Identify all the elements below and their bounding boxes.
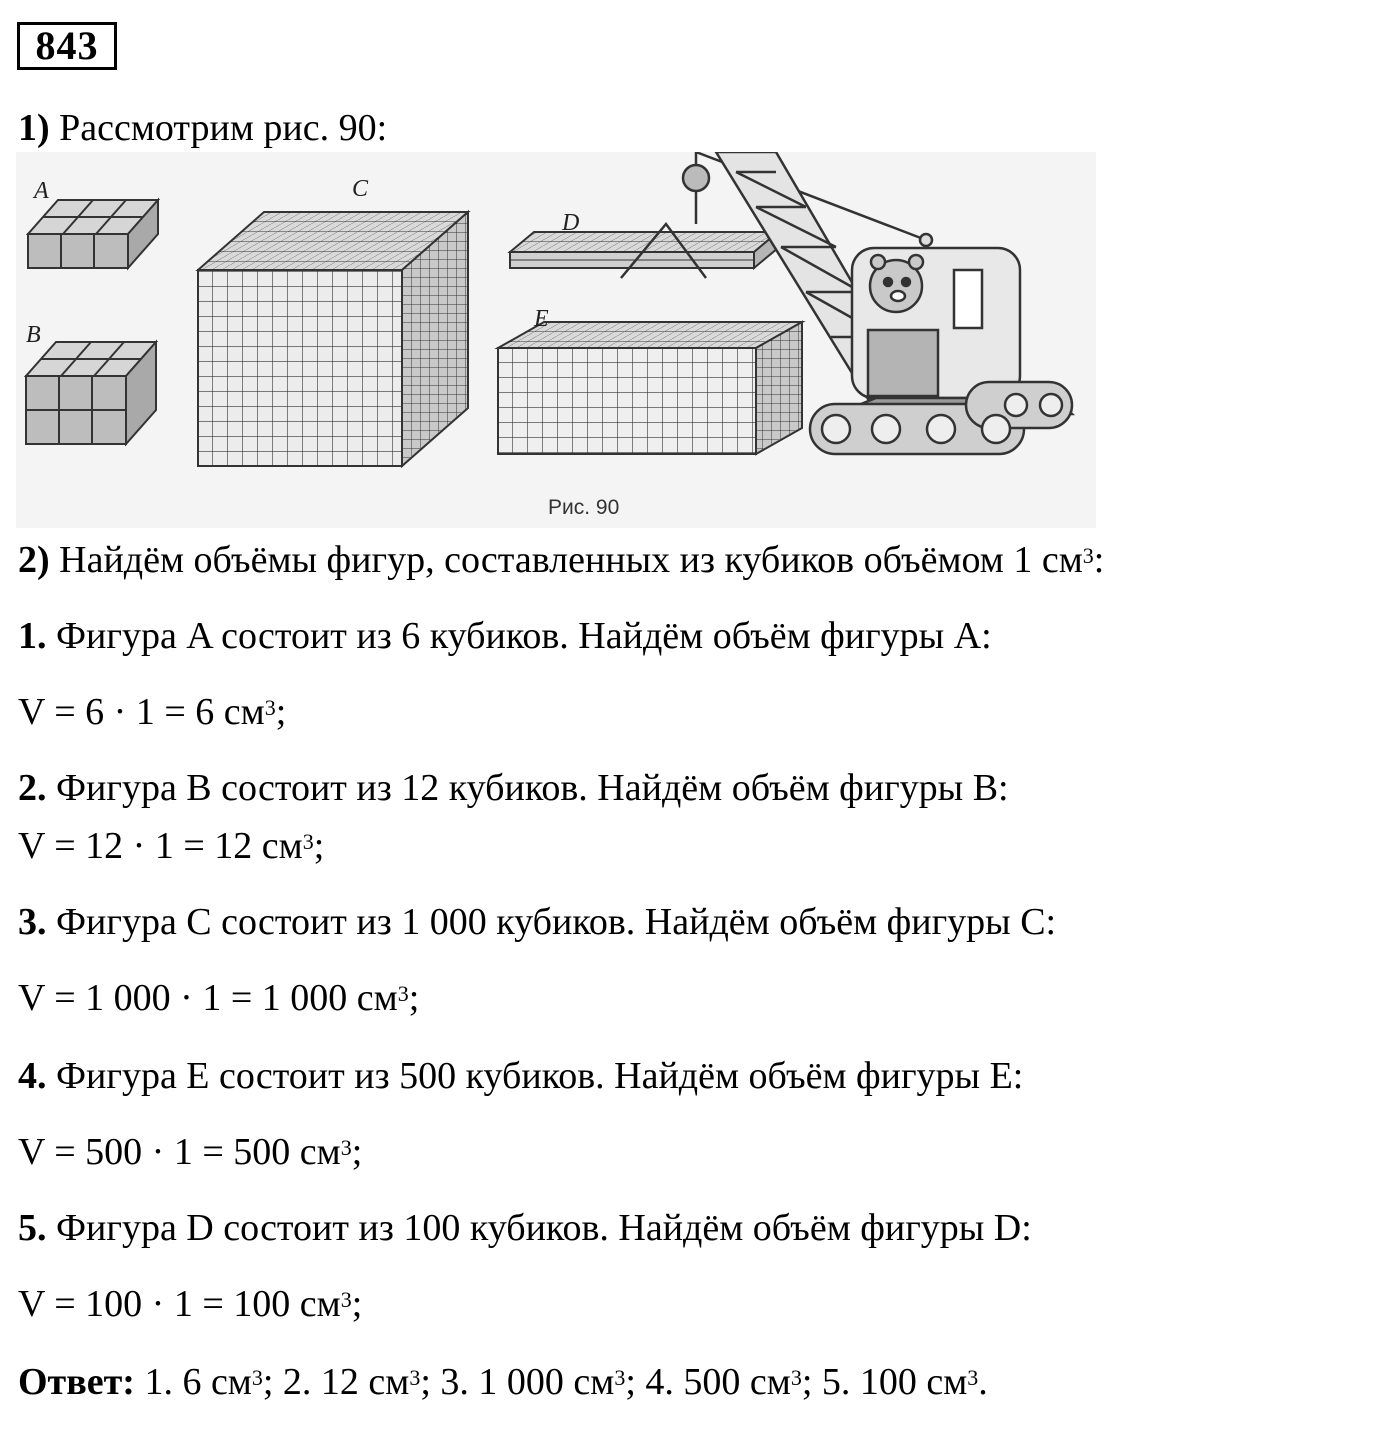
item-1-tail: ; <box>275 691 287 733</box>
item-4-number: 4. <box>18 1055 47 1097</box>
step-2-line <box>18 538 1104 582</box>
item-2-line <box>18 766 1009 810</box>
answer-part-3: 3. 1 000 см <box>430 1361 615 1403</box>
item-1-formula-text: V = 6 · 1 = 6 см <box>18 691 265 733</box>
answer-part-1-tail: ; <box>262 1361 274 1403</box>
item-1-sup: 3 <box>264 695 276 720</box>
item-4-formula <box>18 1130 362 1174</box>
item-4-line <box>18 1054 1023 1098</box>
item-3-formula-text: V = 1 000 · 1 = 1 000 см <box>18 977 398 1019</box>
answer-part-4-tail: ; <box>801 1361 813 1403</box>
item-1-line <box>18 614 992 658</box>
item-5-text: Фигура D состоит из 100 кубиков. Найдём объём фигуры D: <box>46 1207 1032 1249</box>
item-1-text: Фигура A состоит из 6 кубиков. Найдём объём фигуры A: <box>46 615 992 657</box>
answer-part-4-sup: 3 <box>790 1365 802 1390</box>
item-5-formula <box>18 1282 362 1326</box>
step-2-tail: : <box>1093 539 1105 581</box>
figure-d <box>510 210 778 268</box>
item-4-tail: ; <box>351 1131 363 1173</box>
answer-part-2-tail: ; <box>420 1361 431 1403</box>
item-5-number: 5. <box>18 1207 47 1249</box>
figure-90 <box>16 152 1096 528</box>
answer-part-5: 5. 100 см <box>812 1361 968 1403</box>
item-2-text: Фигура B состоит из 12 кубиков. Найдём объём фигуры B: <box>46 767 1009 809</box>
item-5-sup: 3 <box>340 1287 352 1312</box>
item-1-number: 1. <box>18 615 47 657</box>
figure-b <box>26 322 156 444</box>
item-5-tail: ; <box>351 1283 363 1325</box>
item-2-sup: 3 <box>302 829 314 854</box>
step-1-line <box>18 106 387 150</box>
answer-part-1: 1. 6 см <box>134 1361 252 1403</box>
answer-line <box>18 1360 988 1404</box>
item-4-formula-text: V = 500 · 1 = 500 см <box>18 1131 341 1173</box>
answer-part-5-sup: 3 <box>967 1365 979 1390</box>
item-4-sup: 3 <box>340 1135 352 1160</box>
step-1-text: Рассмотрим рис. 90: <box>49 107 388 149</box>
item-5-line <box>18 1206 1032 1250</box>
answer-part-4: 4. 500 см <box>635 1361 791 1403</box>
item-4-text: Фигура E состоит из 500 кубиков. Найдём объём фигуры E: <box>46 1055 1024 1097</box>
answer-part-3-sup: 3 <box>614 1365 626 1390</box>
figure-c <box>198 176 468 466</box>
item-2-formula-text: V = 12 · 1 = 12 см <box>18 825 303 867</box>
answer-part-3-tail: ; <box>625 1361 636 1403</box>
item-2-number: 2. <box>18 767 47 809</box>
item-5-formula-text: V = 100 · 1 = 100 см <box>18 1283 341 1325</box>
item-3-formula <box>18 976 419 1020</box>
figure-caption: Рис. 90 <box>548 496 620 519</box>
item-3-sup: 3 <box>397 981 409 1006</box>
step-2-sup: 3 <box>1082 543 1094 568</box>
item-3-line <box>18 900 1056 944</box>
step-2-number: 2) <box>18 539 50 581</box>
step-1-number: 1) <box>18 107 50 149</box>
figure-label-e: E <box>534 306 549 332</box>
figure-label-a: A <box>34 178 49 204</box>
item-3-tail: ; <box>408 977 420 1019</box>
step-2-text: Найдём объёмы фигур, составленных из кубиков объёмом 1 см <box>49 539 1083 581</box>
answer-label: Ответ: <box>18 1361 135 1403</box>
figure-label-b: B <box>26 322 41 348</box>
item-1-formula <box>18 690 286 734</box>
figure-label-d: D <box>562 210 580 236</box>
item-2-tail: ; <box>313 825 325 867</box>
answer-part-2-sup: 3 <box>409 1365 421 1390</box>
figure-e <box>498 306 802 454</box>
item-2-formula <box>18 824 324 868</box>
figure-label-c: C <box>352 176 369 202</box>
problem-number: 843 <box>17 22 117 70</box>
answer-part-5-tail: . <box>978 1361 988 1403</box>
item-3-text: Фигура C состоит из 1 000 кубиков. Найдём объём фигуры C: <box>46 901 1057 943</box>
figure-a <box>28 178 158 268</box>
answer-part-2: 2. 12 см <box>273 1361 410 1403</box>
answer-part-1-sup: 3 <box>251 1365 263 1390</box>
item-3-number: 3. <box>18 901 47 943</box>
